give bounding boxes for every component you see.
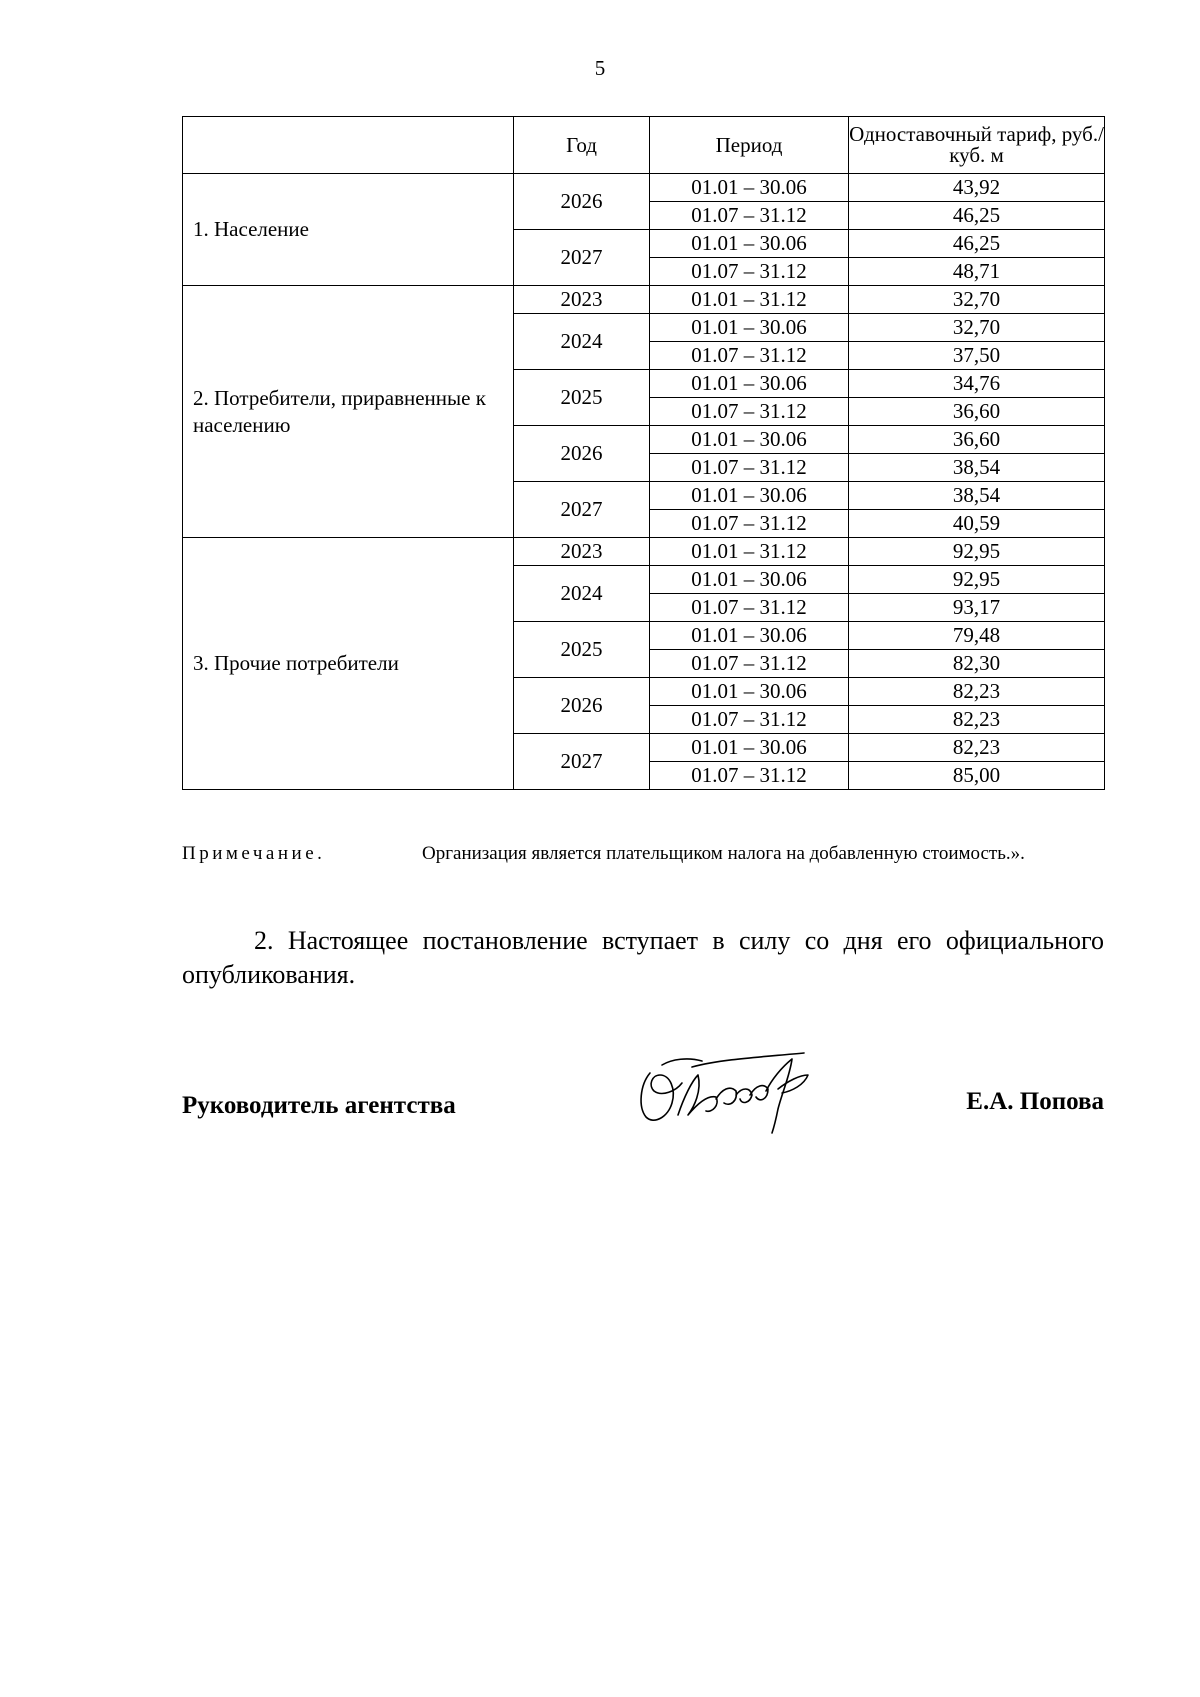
- decree-paragraph: 2. Настоящее постановление вступает в силу со дня его официального опубликования.: [182, 926, 1104, 989]
- period-cell: 01.01 – 30.06: [650, 566, 849, 594]
- tariff-cell: 38,54: [849, 482, 1105, 510]
- header-period: Период: [650, 117, 849, 174]
- signer-name: Е.А. Попова: [966, 1088, 1104, 1115]
- period-cell: 01.01 – 30.06: [650, 314, 849, 342]
- table-header-row: [183, 117, 1105, 174]
- header-group: [183, 117, 514, 174]
- tariff-cell: 92,95: [849, 566, 1105, 594]
- tariff-cell: 82,30: [849, 650, 1105, 678]
- year-cell: 2025: [514, 622, 650, 678]
- year-cell: 2024: [514, 566, 650, 622]
- tariff-cell: 32,70: [849, 314, 1105, 342]
- period-cell: 01.07 – 31.12: [650, 258, 849, 286]
- year-cell: 2027: [514, 734, 650, 790]
- period-cell: 01.01 – 30.06: [650, 426, 849, 454]
- year-cell: 2026: [514, 678, 650, 734]
- tariff-cell: 36,60: [849, 398, 1105, 426]
- page-number: 5: [594, 56, 606, 80]
- year-cell: 2024: [514, 314, 650, 370]
- year-cell: 2027: [514, 230, 650, 286]
- year-cell: 2023: [514, 286, 650, 314]
- year-cell: 2026: [514, 426, 650, 482]
- tariff-cell: 92,95: [849, 538, 1105, 566]
- tariff-cell: 85,00: [849, 762, 1105, 790]
- tariff-cell: 40,59: [849, 510, 1105, 538]
- period-cell: 01.01 – 30.06: [650, 370, 849, 398]
- period-cell: 01.01 – 30.06: [650, 734, 849, 762]
- period-cell: 01.01 – 31.12: [650, 538, 849, 566]
- period-cell: 01.01 – 30.06: [650, 174, 849, 202]
- tariff-cell: 82,23: [849, 678, 1105, 706]
- consumer-group-cell: 3. Прочие потребители: [183, 538, 514, 790]
- period-cell: 01.07 – 31.12: [650, 706, 849, 734]
- period-cell: 01.07 – 31.12: [650, 398, 849, 426]
- table-row: [183, 538, 1105, 566]
- tariff-cell: 37,50: [849, 342, 1105, 370]
- tariff-cell: 48,71: [849, 258, 1105, 286]
- period-cell: 01.01 – 30.06: [650, 230, 849, 258]
- table-row: [183, 286, 1105, 314]
- tariff-cell: 46,25: [849, 202, 1105, 230]
- handwritten-signature: [632, 1045, 822, 1140]
- year-cell: 2026: [514, 174, 650, 230]
- period-cell: 01.01 – 31.12: [650, 286, 849, 314]
- year-cell: 2027: [514, 482, 650, 538]
- header-year: Год: [514, 117, 650, 174]
- note-label: Примечание.: [182, 843, 326, 864]
- tariff-table: [182, 116, 1105, 790]
- period-cell: 01.07 – 31.12: [650, 454, 849, 482]
- period-cell: 01.07 – 31.12: [650, 510, 849, 538]
- period-cell: 01.07 – 31.12: [650, 762, 849, 790]
- tariff-cell: 93,17: [849, 594, 1105, 622]
- period-cell: 01.07 – 31.12: [650, 342, 849, 370]
- tariff-table-body: [183, 174, 1105, 790]
- tariff-cell: 79,48: [849, 622, 1105, 650]
- tariff-cell: 34,76: [849, 370, 1105, 398]
- period-cell: 01.07 – 31.12: [650, 594, 849, 622]
- year-cell: 2023: [514, 538, 650, 566]
- tariff-cell: 38,54: [849, 454, 1105, 482]
- tariff-cell: 82,23: [849, 734, 1105, 762]
- period-cell: 01.01 – 30.06: [650, 622, 849, 650]
- tariff-cell: 43,92: [849, 174, 1105, 202]
- period-cell: 01.01 – 30.06: [650, 482, 849, 510]
- consumer-group-cell: 2. Потребители, приравненные к населению: [183, 286, 514, 538]
- tariff-cell: 32,70: [849, 286, 1105, 314]
- tariff-cell: 82,23: [849, 706, 1105, 734]
- year-cell: 2025: [514, 370, 650, 426]
- period-cell: 01.01 – 30.06: [650, 678, 849, 706]
- signer-title: Руководитель агентства: [182, 1092, 456, 1119]
- consumer-group-cell: 1. Население: [183, 174, 514, 286]
- header-tariff: Одноставочный тариф, руб./куб. м: [849, 117, 1105, 174]
- note-text: Организация является плательщиком налога на добавленную стоимость.».: [422, 843, 1025, 864]
- period-cell: 01.07 – 31.12: [650, 650, 849, 678]
- tariff-cell: 46,25: [849, 230, 1105, 258]
- period-cell: 01.07 – 31.12: [650, 202, 849, 230]
- tariff-cell: 36,60: [849, 426, 1105, 454]
- table-row: [183, 174, 1105, 202]
